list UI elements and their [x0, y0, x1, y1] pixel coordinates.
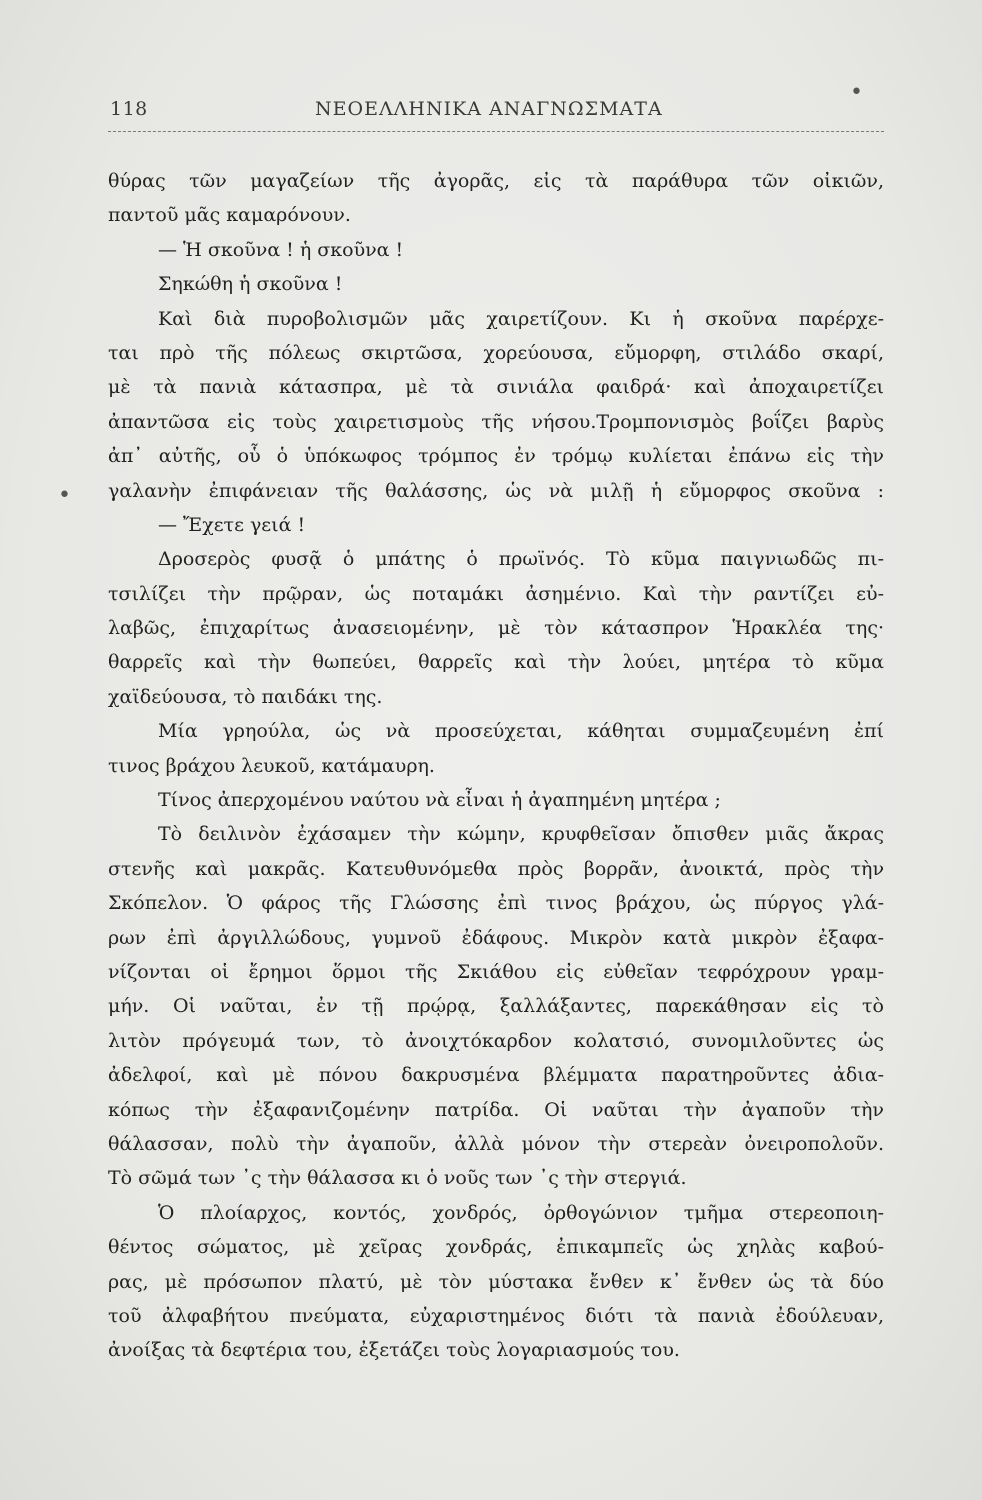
text-line: Δροσερὸς φυσᾷ ὁ μπάτης ὁ πρωϊνός. Τὸ κῦμα παιγνιωδῶς πι- — [158, 548, 884, 571]
text-line: θαρρεῖς καὶ τὴν θωπεύει, θαρρεῖς καὶ τὴν λούει, μητέρα τὸ κῦμα — [108, 651, 884, 674]
text-line: γαλανὴν ἐπιφάνειαν τῆς θαλάσσης, ὡς νὰ μιλῇ ἡ εὔμορφος σκοῦνα : — [108, 479, 884, 502]
text-line: θέντος σώματος, μὲ χεῖρας χονδράς, ἐπικαμπεῖς ὡς χηλὰς καβού- — [108, 1236, 884, 1259]
running-title: ΝΕΟΕΛΛΗΝΙΚΑ ΑΝΑΓΝΩΣΜΑΤΑ — [315, 98, 663, 120]
text-line: ρας, μὲ πρόσωπον πλατύ, μὲ τὸν μύστακα ἔνθεν κ᾽ ἔνθεν ὡς τὰ δύο — [108, 1270, 884, 1293]
text-line: ἀνοίξας τὰ δεφτέρια του, ἐξετάζει τοὺς λογαριασμούς του. — [108, 1339, 680, 1362]
text-line: ἀδελφοί, καὶ μὲ πόνου δακρυσμένα βλέμματα παρατηροῦντες ἀδια- — [108, 1064, 884, 1087]
text-line: — Ἡ σκοῦνα ! ἡ σκοῦνα ! — [158, 238, 404, 261]
text-line: παντοῦ μᾶς καμαρόνουν. — [108, 204, 351, 227]
text-line: — Ἔχετε γειά ! — [158, 513, 306, 536]
text-line: στενῆς καὶ μακρᾶς. Κατευθυνόμεθα πρὸς βορρᾶν, ἀνοικτά, πρὸς τὴν — [108, 857, 884, 880]
page-header — [110, 98, 880, 128]
text-line: λαβῶς, ἐπιχαρίτως ἀνασειομένην, μὲ τὸν κάτασπρον Ἡρακλέα της· — [108, 617, 884, 640]
header-rule — [108, 131, 884, 132]
text-line: ται πρὸ τῆς πόλεως σκιρτῶσα, χορεύουσα, εὔμορφη, στιλάδο σκαρί, — [108, 341, 884, 364]
text-line: ρων ἐπὶ ἀργιλλώδους, γυμνοῦ ἐδάφους. Μικρὸν κατὰ μικρὸν ἐξαφα- — [108, 926, 884, 949]
text-line: τσιλίζει τὴν πρῷραν, ὡς ποταμάκι ἀσημένιο. Καὶ τὴν ραντίζει εὐ- — [108, 582, 884, 605]
text-line: μήν. Οἱ ναῦται, ἐν τῇ πρῴρᾳ, ξαλλάξαντες, παρεκάθησαν εἰς τὸ — [108, 995, 884, 1018]
text-line: ἀπ᾽ αὐτῆς, οὗ ὁ ὑπόκωφος τρόμπος ἐν τρόμῳ κυλίεται ἐπάνω εἰς τὴν — [108, 445, 884, 468]
text-line: Τὸ δειλινὸν ἐχάσαμεν τὴν κώμην, κρυφθεῖσαν ὄπισθεν μιᾶς ἄκρας — [158, 823, 884, 846]
body-text — [108, 164, 884, 1368]
text-line: Καὶ διὰ πυροβολισμῶν μᾶς χαιρετίζουν. Κι ἡ σκοῦνα παρέρχε- — [158, 307, 884, 330]
text-line: τινος βράχου λευκοῦ, κατάμαυρη. — [108, 754, 435, 777]
text-line: Τὸ σῶμά των ᾽ς τὴν θάλασσα κι ὁ νοῦς των ᾽ς τὴν στεργιά. — [108, 1167, 687, 1190]
text-line: τοῦ ἀλφαβήτου πνεύματα, εὐχαριστημένος διότι τὰ πανιὰ ἐδούλευαν, — [108, 1304, 884, 1327]
text-line: χαϊδεύουσα, τὸ παιδάκι της. — [108, 685, 383, 708]
text-line: νίζονται οἱ ἔρημοι ὅρμοι τῆς Σκιάθου εἰς εὐθεῖαν τεφρόχρουν γραμ- — [108, 960, 884, 983]
text-line: Ὁ πλοίαρχος, κοντός, χονδρός, ὀρθογώνιον τμῆμα στερεοποιη- — [158, 1201, 884, 1224]
text-line: Μία γρηούλα, ὡς νὰ προσεύχεται, κάθηται συμμαζευμένη ἐπί — [158, 720, 884, 743]
text-line: Σκόπελον. Ὁ φάρος τῆς Γλώσσης ἐπὶ τινος βράχου, ὡς πύργος γλά- — [108, 892, 884, 915]
text-line: Σηκώθη ἡ σκοῦνα ! — [158, 273, 343, 296]
page-number: 118 — [110, 98, 148, 120]
text-line: λιτὸν πρόγευμά των, τὸ ἀνοιχτόκαρδον κολατσιό, συνομιλοῦντες ὡς — [108, 1029, 884, 1052]
margin-dot-top: • — [850, 80, 863, 105]
text-line: θάλασσαν, πολὺ τὴν ἀγαποῦν, ἀλλὰ μόνον τὴν στερεὰν ὀνειροπολοῦν. — [108, 1132, 884, 1155]
text-line: ἀπαντῶσα εἰς τοὺς χαιρετισμοὺς τῆς νήσου.Τρομπονισμὸς βοΐζει βαρὺς — [108, 410, 884, 433]
margin-dot-left: • — [58, 483, 71, 508]
text-line: Τίνος ἀπερχομένου ναύτου νὰ εἶναι ἡ ἀγαπημένη μητέρα ; — [158, 789, 721, 812]
text-line: θύρας τῶν μαγαζείων τῆς ἀγορᾶς, εἰς τὰ παράθυρα τῶν οἰκιῶν, — [108, 170, 884, 192]
text-line: κόπως τὴν ἐξαφανιζομένην πατρίδα. Οἱ ναῦται τὴν ἀγαποῦν τὴν — [108, 1098, 884, 1121]
text-line: μὲ τὰ πανιὰ κάτασπρα, μὲ τὰ σινιάλα φαιδρά· καὶ ἀποχαιρετίζει — [108, 376, 884, 399]
